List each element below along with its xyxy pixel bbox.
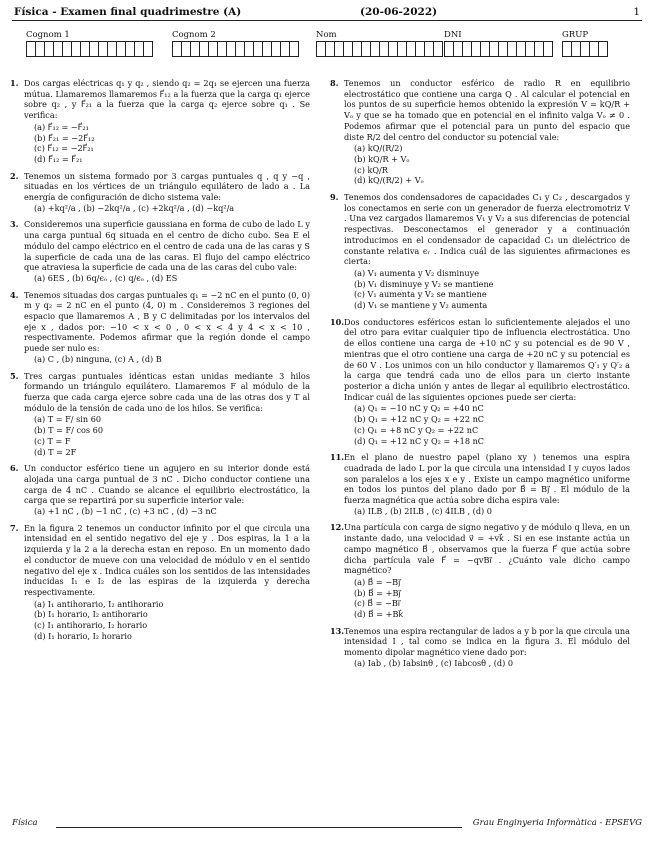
- question-number: 1.: [10, 78, 19, 88]
- inline-options[interactable]: (a) ILB , (b) 2ILB , (c) 4ILB , (d) 0: [354, 505, 492, 516]
- inline-options[interactable]: (a) C , (b) ninguna, (c) A , (d) B: [34, 353, 162, 364]
- right-column: [330, 78, 630, 675]
- nom-label: Nom: [316, 30, 337, 40]
- grup-boxes[interactable]: [562, 41, 608, 57]
- question-text: Tres cargas puntuales idénticas estan unidas mediante 3 hilos formando un triángulo equilátero. Llamaremos F al módulo de la fuerza que cada carga ejerce sobre cada una de las otras dos y T al módulo de la tensión de cada uno de los hilos. Se verifica:: [24, 370, 310, 413]
- footer-course: Grau Enginyeria Informàtica - EPSEVG: [472, 818, 642, 828]
- option-a[interactable]: (a) T = F/ sin 60: [34, 414, 102, 425]
- question-3: [10, 219, 310, 283]
- question-4: [10, 290, 310, 365]
- question-10: [330, 317, 630, 446]
- question-text: Tenemos un sistema formado por 3 cargas puntuales q , q y −q , situadas en los vértices de un triángulo equilátero de lado a . La energía de configuración de dicho sistema vale:: [24, 170, 310, 203]
- question-number: 9.: [330, 192, 339, 203]
- option-c[interactable]: (c) T = F: [34, 435, 71, 446]
- option-d[interactable]: (d) F⃗₁₂ = F⃗₂₁: [34, 153, 83, 164]
- grup-field[interactable]: [562, 30, 608, 57]
- page-header: [12, 6, 642, 21]
- question-text: Un conductor esférico tiene un agujero en su interior donde está alojada una carga puntual de 3 nC . Dicho conductor contiene una carga de 4 nC . Cuando se alcance el equilibrio electrostático, la carga que se repartirá por su superficie interior vale:: [24, 463, 310, 506]
- option-c[interactable]: (c) F⃗₁₂ = −2F⃗₂₁: [34, 143, 94, 154]
- option-b[interactable]: (b) T = F/ cos 60: [34, 425, 104, 436]
- inline-options[interactable]: (a) +1 nC , (b) −1 nC , (c) +3 nC , (d) −3 nC: [34, 506, 217, 517]
- question-text: En el plano de nuestro papel (plano xy ) tenemos una espira cuadrada de lado L por la que circula una intensidad I y cuyos lados son paralelos a los ejes x e y . Existe un campo magnético uniforme en todos los puntos del plano dado por B⃗ = Bȷ⃗ . El módulo de la fuerza magnética que actúa sobre dicha espira vale:: [344, 452, 630, 506]
- option-d[interactable]: (d) I₁ horario, I₂ horario: [34, 630, 132, 641]
- option-a[interactable]: (a) F⃗₁₂ = −F⃗₂₁: [34, 121, 89, 132]
- page-number: 1: [633, 6, 640, 18]
- question-6: [10, 463, 310, 517]
- exam-title: Física - Examen final quadrimestre (A): [14, 6, 242, 18]
- cognom1-field[interactable]: [26, 30, 153, 57]
- question-7: [10, 523, 310, 642]
- cognom2-label: Cognom 2: [172, 30, 216, 40]
- question-number: 2.: [10, 170, 19, 181]
- footer-subject: Física: [12, 818, 38, 828]
- option-c[interactable]: (c) kQ/R: [354, 164, 388, 175]
- option-a[interactable]: (a) kQ/(R/2): [354, 143, 403, 154]
- question-text: Dos cargas eléctricas q₁ y q₂ , siendo q₂ = 2q₁ se ejercen una fuerza mútua. Llamaremos llamaremos F⃗₁₂ a la fuerza que la carga q₁ ejerce sobre q₂ , y F⃗₂₁ a la fuerza que la carga q₂ ejerce sobre q₁ . Se verifica:: [24, 78, 310, 121]
- option-c[interactable]: (c) I₁ antihorario, I₂ horario: [34, 620, 148, 631]
- question-text: En la figura 2 tenemos un conductor infinito por el que circula una intensidad en el sentido negativo del eje y . Dos espiras, la 1 a la izquierda y la 2 a la derecha estan en reposo. En un momento dado el conductor de mueve con una velocidad de módulo v en el sentido negativo del eje x . Indica cuáles son los sentidos de las intensidades inducidas I₁ e I₂ de las espiras de la izquierda y derecha respectivamente.: [24, 522, 310, 597]
- option-a[interactable]: (a) B⃗ = −Bȷ⃗: [354, 576, 401, 587]
- option-d[interactable]: (d) Q₁ = +12 nC y Q₂ = +18 nC: [354, 435, 485, 446]
- nom-field[interactable]: [316, 30, 443, 57]
- option-d[interactable]: (d) T = 2F: [34, 446, 77, 457]
- dni-field[interactable]: [444, 30, 553, 57]
- option-c[interactable]: (c) V₁ aumenta y V₂ se mantiene: [354, 289, 487, 300]
- option-a[interactable]: (a) V₁ aumenta y V₂ disminuye: [354, 267, 480, 278]
- nom-boxes[interactable]: [316, 41, 443, 57]
- question-8: [330, 78, 630, 186]
- cognom1-boxes[interactable]: [26, 41, 153, 57]
- option-a[interactable]: (a) Q₁ = −10 nC y Q₂ = +40 nC: [354, 403, 484, 414]
- question-number: 12.: [330, 522, 345, 533]
- question-text: Dos conductores esféricos estan lo suficientemente alejados el uno del otro para evitar cualquier tipo de influencia electrostática. Uno de ellos contiene una carga de +10 nC y su potencial es de 90 V , mientras que el otro contiene una carga de +20 nC y su potencial es de 60 V . Los unimos con un hilo conductor y llamaremos Q′₁ y Q′₂ a la carga que tendrá cada uno de ellos para un cierto instante posterior a dicha unión y antes de llegar al equilibrio electrostático. Indicar cuál de las siguientes opciones puede ser cierta:: [344, 316, 630, 402]
- question-number: 6.: [10, 463, 19, 474]
- question-text: Tenemos situadas dos cargas puntuales q₁ = −2 nC en el punto (0, 0) m y q₂ = 2 nC en el punto (4, 0) m . Consideremos 3 regiones del espacio que llamaremos A , B y C delimitadas por los intervalos del eje x , dados por: −10 < x < 0 , 0 < x < 4 y 4 < x < 10 , respectivamente. Podemos afirmar que la región donde el campo puede ser nulo es:: [24, 289, 310, 354]
- question-text: Consideremos una superficie gaussiana en forma de cubo de lado L y una carga puntual 6q situada en el centro de dicho cubo. Sea E el módulo del campo eléctrico en el centro de cada una de las caras y S la superficie de cada una de las caras. El flujo del campo eléctrico que atraviesa la superficie de cada una de las caras del cubo vale:: [24, 219, 310, 273]
- question-number: 4.: [10, 289, 19, 300]
- exam-date: (20-06-2022): [360, 6, 438, 18]
- dni-label: DNI: [444, 30, 462, 40]
- option-b[interactable]: (b) Q₁ = +12 nC y Q₂ = +22 nC: [354, 414, 485, 425]
- option-b[interactable]: (b) kQ/R + Vₒ: [354, 153, 410, 164]
- cognom2-boxes[interactable]: [172, 41, 299, 57]
- inline-options[interactable]: (a) Iab , (b) Iabsinθ , (c) Iabcosθ , (d) 0: [354, 657, 514, 668]
- question-text: Tenemos una espira rectangular de lados a y b por la que circula una intensidad I , tal como se indica en la figura 3. El módulo del momento dipolar magnético viene dado por:: [344, 625, 630, 658]
- cognom2-field[interactable]: [172, 30, 299, 57]
- option-d[interactable]: (d) B⃗ = +Bk⃗: [354, 609, 404, 620]
- question-13: [330, 626, 630, 669]
- option-b[interactable]: (b) B⃗ = +Bȷ⃗: [354, 587, 401, 598]
- option-c[interactable]: (c) Q₁ = +8 nC y Q₂ = +22 nC: [354, 424, 479, 435]
- option-b[interactable]: (b) V₁ disminuye y V₂ se mantiene: [354, 278, 494, 289]
- question-number: 13.: [330, 625, 345, 636]
- question-number: 7.: [10, 522, 19, 533]
- question-1: [10, 78, 310, 165]
- question-text: Tenemos dos condensadores de capacidades C₁ y C₂ , descargados y los conectamos en serie con un generador de fuerza electromotriz V . Una vez cargados llamaremos V₁ y V₂ a sus diferencias de potencial respectivas. Desconectamos el generador y a continuación introducimos en el condensador de capacidad C₁ un dieléctrico de constante relativa ϵᵣ . Indica cuál de las siguientes afirmaciones es cierta:: [344, 192, 630, 267]
- option-d[interactable]: (d) kQ/(R/2) + Vₒ: [354, 175, 424, 186]
- question-number: 3.: [10, 219, 19, 230]
- inline-options[interactable]: (a) +kq²/a , (b) −2kq²/a , (c) +2kq²/a , (d) −kq²/a: [34, 202, 235, 213]
- cognom1-label: Cognom 1: [26, 30, 70, 40]
- question-9: [330, 192, 630, 311]
- grup-label: GRUP: [562, 30, 589, 40]
- question-2: [10, 171, 310, 214]
- question-number: 5.: [10, 370, 19, 381]
- page-footer: [12, 818, 642, 828]
- question-5: [10, 371, 310, 458]
- option-b[interactable]: (b) F⃗₂₁ = −2F⃗₁₂: [34, 132, 95, 143]
- dni-boxes[interactable]: [444, 41, 553, 57]
- inline-options[interactable]: (a) 6ES , (b) 6q/ϵₒ , (c) q/ϵₒ , (d) ES: [34, 272, 178, 283]
- option-b[interactable]: (b) I₁ horario, I₂ antihorario: [34, 609, 148, 620]
- question-number: 8.: [330, 78, 339, 88]
- question-text: Una partícula con carga de signo negativo y de módulo q lleva, en un instante dado, una velocidad v⃗ = +vk⃗ . Si en ese instante actúa un campo magnético B⃗ , observamos que la fuerza F⃗ que actúa sobre dicha partícula vale F⃗ = −qvBı⃗ . ¿Cuánto vale dicho campo magnético?: [344, 522, 630, 576]
- question-number: 11.: [330, 452, 345, 463]
- footer-rule: [56, 827, 462, 828]
- question-number: 10.: [330, 316, 345, 327]
- option-c[interactable]: (c) B⃗ = −Bı⃗: [354, 598, 401, 609]
- question-12: [330, 522, 630, 619]
- option-a[interactable]: (a) I₁ antihorario, I₂ antihorario: [34, 598, 164, 609]
- option-d[interactable]: (d) V₁ se mantiene y V₂ aumenta: [354, 300, 488, 311]
- left-column: [10, 78, 310, 647]
- question-11: [330, 452, 630, 516]
- question-text: Tenemos un conductor esférico de radio R en equilibrio electrostático que contiene una carga Q . Al calcular el potencial en los puntos de su superficie hemos obtenido la expresión V = kQ/R + Vₒ y que se ha tomado que en potencial en el infinito valga Vₒ ≠ 0 . Podemos afirmar que el potencial para un punto del espacio que diste R/2 del centro del conductor su potencial vale:: [344, 78, 630, 142]
